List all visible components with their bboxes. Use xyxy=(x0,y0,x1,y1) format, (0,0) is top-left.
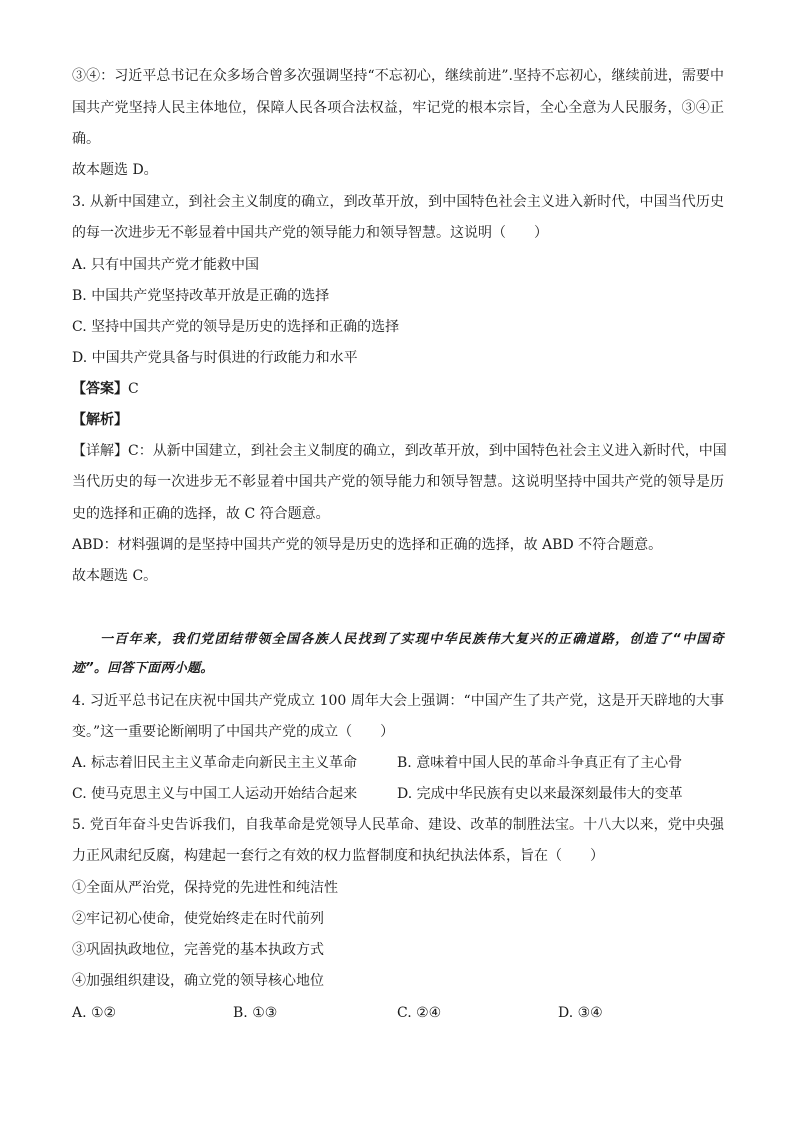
answer-label: 【答案】 xyxy=(72,381,128,397)
q3-option-d: D. 中国共产党具备与时俱进的行政能力和水平 xyxy=(72,350,358,366)
q5-option-d: D. ③④ xyxy=(558,1005,603,1021)
analysis-label: 【解析】 xyxy=(72,412,128,428)
prev-conclusion: 故本题选 D。 xyxy=(72,162,158,178)
intro-line-2: 迹”。回答下面两小题。 xyxy=(72,661,214,676)
q3-detail-line-3: 史的选择和正确的选择，故 C 符合题意。 xyxy=(72,506,330,522)
q3-answer xyxy=(72,379,724,399)
q5-item-2: ②牢记初心使命，使党始终走在时代前列 xyxy=(72,911,324,927)
q4-option-b: B. 意味着中国人民的革命斗争真正有了主心骨 xyxy=(397,755,683,771)
q3-stem-line-1: 3. 从新中国建立，到社会主义制度的确立，到改革开放，到中国特色社会主义进入新时代，中国当代历史 xyxy=(72,194,724,210)
prev-analysis-line-2: 国共产党坚持人民主体地位，保障人民各项合法权益，牢记党的根本宗旨，全心全意为人民服务，③④正 xyxy=(72,100,724,116)
q4-stem-line-1: 4. 习近平总书记在庆祝中国共产党成立 100 周年大会上强调：“中国产生了共产党，这是开天辟地的大事 xyxy=(72,693,724,709)
q4-option-a: A. 标志着旧民主主义革命走向新民主主义革命 xyxy=(72,755,358,771)
q3-stem-line-2: 的每一次进步无不彰显着中国共产党的领导能力和领导智慧。这说明（ ） xyxy=(72,225,548,241)
q4-option-c: C. 使马克思主义与中国工人运动开始结合起来 xyxy=(72,786,358,802)
q3-detail-line-4: ABD：材料强调的是坚持中国共产党的领导是历史的选择和正确的选择，故 ABD 不符合题意。 xyxy=(72,537,663,553)
q3-detail-line-2: 当代历史的每一次进步无不彰显着中国共产党的领导能力和领导智慧。这说明坚持中国共产党的领导是历 xyxy=(72,474,724,490)
q5-item-1: ①全面从严治党，保持党的先进性和纯洁性 xyxy=(72,880,338,896)
q5-option-b: B. ①③ xyxy=(233,1005,278,1021)
answer-value: C xyxy=(128,381,139,397)
q5-stem-line-2: 力正风肃纪反腐，构建起一套行之有效的权力监督制度和执纪执法体系，旨在（ ） xyxy=(72,848,604,864)
q4-option-d: D. 完成中华民族有史以来最深刻最伟大的变革 xyxy=(397,786,683,802)
prev-analysis-line-1: ③④：习近平总书记在众多场合曾多次强调坚持“不忘初心，继续前进”.坚持不忘初心，继续前进，需要中 xyxy=(72,68,724,84)
q3-option-c: C. 坚持中国共产党的领导是历史的选择和正确的选择 xyxy=(72,319,400,335)
q3-option-b: B. 中国共产党坚持改革开放是正确的选择 xyxy=(72,288,330,304)
q3-conclusion: 故本题选 C。 xyxy=(72,568,158,584)
q5-option-a: A. ①② xyxy=(72,1005,117,1021)
intro-line-1: 一百年来，我们党团结带领全国各族人民找到了实现中华民族伟大复兴的正确道路，创造了“中国奇 xyxy=(100,632,724,647)
q5-item-4: ④加强组织建设，确立党的领导核心地位 xyxy=(72,973,324,989)
q3-detail-line-1: 【详解】C：从新中国建立，到社会主义制度的确立，到改革开放，到中国特色社会主义进入新时代，中国 xyxy=(72,443,727,459)
q5-item-3: ③巩固执政地位，完善党的基本执政方式 xyxy=(72,942,324,958)
q5-stem-line-1: 5. 党百年奋斗史告诉我们，自我革命是党领导人民革命、建设、改革的制胜法宝。十八大以来，党中央强 xyxy=(72,817,724,833)
q3-option-a: A. 只有中国共产党才能救中国 xyxy=(72,257,260,273)
q5-option-c: C. ②④ xyxy=(397,1005,442,1021)
prev-analysis-line-3: 确。 xyxy=(72,131,100,147)
q4-stem-line-2: 变。”这一重要论断阐明了中国共产党的成立（ ） xyxy=(72,724,395,740)
